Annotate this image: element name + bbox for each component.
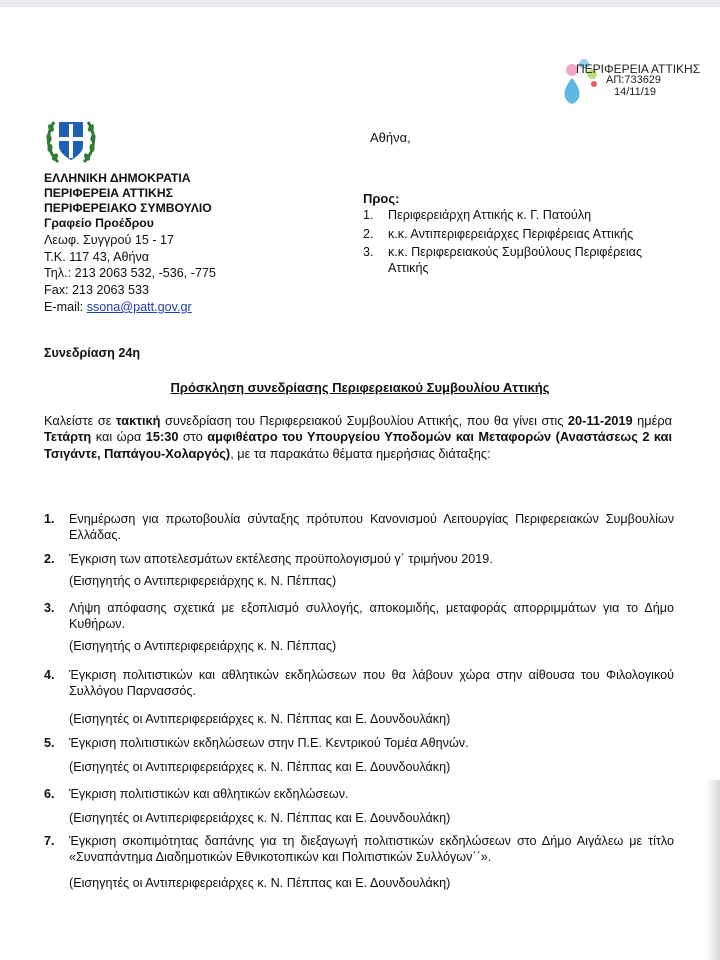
- agenda-text: Ενημέρωση για πρωτοβουλία σύνταξης πρότυπου Κανονισμού Λειτουργίας Περιφερειακών Συμβουλίων Ελλάδας.: [69, 512, 674, 542]
- header-line-3: ΠΕΡΙΦΕΡΕΙΑΚΟ ΣΥΜΒΟΥΛΙΟ: [44, 201, 212, 215]
- recipient-number: 3.: [363, 245, 374, 259]
- document-title-text: Πρόσκληση συνεδρίασης Περιφερειακού Συμβουλίου Αττικής: [170, 380, 550, 395]
- recipient-number: 1.: [363, 208, 374, 222]
- agenda-number: 6.: [44, 787, 55, 801]
- list-item: [363, 208, 663, 224]
- agenda-number: 5.: [44, 736, 55, 750]
- agenda-item: [44, 512, 674, 544]
- recipients-list: [363, 208, 663, 279]
- greek-emblem-icon: [44, 112, 98, 168]
- agenda-item: [44, 834, 674, 891]
- place-date: Αθήνα,: [370, 130, 411, 145]
- agenda-item: [44, 601, 674, 654]
- agenda-rapporteur: (Εισηγητής ο Αντιπεριφερειάρχης κ. Ν. Πέππας): [69, 573, 337, 588]
- email-line: [44, 300, 192, 314]
- address-line-3: Τηλ.: 213 2063 532, -536, -775: [44, 266, 217, 280]
- list-item: [363, 245, 663, 276]
- top-bar: [0, 0, 720, 7]
- page-edge-shadow: [706, 780, 720, 960]
- recipient-text: κ.κ. Αντιπεριφερειάρχες Περιφέρειας Αττικής: [388, 226, 634, 241]
- recipients-label: Προς:: [363, 191, 400, 206]
- header-line-4: Γραφείο Προέδρου: [44, 216, 154, 230]
- agenda-item: [44, 787, 674, 827]
- session-number: Συνεδρίαση 24η: [44, 346, 141, 360]
- agenda-number: 2.: [44, 552, 55, 566]
- intro-bold: τακτική: [115, 413, 161, 428]
- recipient-text: κ.κ. Περιφερειακούς Συμβούλους Περιφέρειας Αττικής: [388, 245, 643, 275]
- intro-text: στο: [178, 429, 208, 445]
- address-line-1: Λεωφ. Συγγρού 15 - 17: [44, 233, 175, 247]
- header-line-1: ΕΛΛΗΝΙΚΗ ΔΗΜΟΚΡΑΤΙΑ: [44, 171, 191, 185]
- document-title: [0, 380, 720, 395]
- intro-text: ημέρα: [632, 413, 672, 428]
- email-label: E-mail:: [44, 300, 87, 314]
- agenda-rapporteur: (Εισηγητές οι Αντιπεριφερειάρχες κ. Ν. Πέππας και Ε. Δουνδουλάκη): [69, 875, 451, 890]
- agenda-item: [44, 736, 674, 776]
- address-line-2: Τ.Κ. 117 43, Αθήνα: [44, 250, 150, 264]
- stamp-org: ΠΕΡΙΦΕΡΕΙΑ ΑΤΤΙΚΗΣ: [576, 62, 701, 76]
- agenda-item: [44, 668, 674, 727]
- intro-bold: 20-11-2019: [567, 413, 633, 428]
- agenda-number: 4.: [44, 668, 55, 682]
- recipient-text: Περιφερειάρχη Αττικής κ. Γ. Πατούλη: [388, 208, 592, 222]
- list-item: [363, 227, 663, 243]
- agenda-text: Λήψη απόφασης σχετικά με εξοπλισμό συλλογής, αποκομιδής, μεταφοράς απορριμμάτων για το Δήμο Κυθήρων.: [69, 601, 674, 631]
- intro-bold: 15:30: [145, 429, 179, 445]
- recipient-number: 2.: [363, 226, 374, 241]
- agenda-text: Έγκριση σκοπιμότητας δαπάνης για τη διεξαγωγή πολιτιστικών εκδηλώσεων στο Δήμο Αιγάλεω με τίτλο «Συναπάντημα Διαδημοτικών Εθνικοτοπικών και Πολιτιστικών Συλλόγων΄΄».: [69, 834, 674, 864]
- email-link[interactable]: ssona@patt.gov.gr: [86, 300, 192, 314]
- agenda-rapporteur: (Εισηγητές οι Αντιπεριφερειάρχες κ. Ν. Πέππας και Ε. Δουνδουλάκη): [69, 711, 451, 726]
- stamp-date: 14/11/19: [614, 86, 657, 98]
- agenda-number: 3.: [44, 601, 55, 615]
- agenda-item: [44, 552, 674, 590]
- protocol-stamp: [556, 56, 716, 106]
- intro-paragraph: [44, 413, 672, 462]
- agenda-rapporteur: (Εισηγητές οι Αντιπεριφερειάρχες κ. Ν. Πέππας και Ε. Δουνδουλάκη): [69, 759, 451, 774]
- intro-text: Καλείστε σε: [44, 413, 116, 428]
- agenda-rapporteur: (Εισηγητής ο Αντιπεριφερειάρχης κ. Ν. Πέππας): [69, 638, 337, 653]
- agenda-rapporteur: (Εισηγητές οι Αντιπεριφερειάρχες κ. Ν. Πέππας και Ε. Δουνδουλάκη): [69, 810, 451, 825]
- intro-text: , με τα παρακάτω θέματα ημερήσιας διάταξης:: [230, 445, 491, 461]
- intro-bold: αμφιθέατρο του Υπουργείου Υποδομών και Μεταφορών (Αναστάσεως 2 και Τσιγάντε, Παπάγου-Χολαργός): [44, 429, 673, 461]
- stamp-protocol: ΑΠ:733629: [606, 74, 662, 86]
- intro-bold: Τετάρτη: [44, 429, 92, 445]
- agenda-number: 1.: [44, 512, 55, 526]
- intro-text: συνεδρίαση του Περιφερειακού Συμβουλίου Αττικής, που θα γίνει στις: [160, 413, 568, 428]
- header-line-2: ΠΕΡΙΦΕΡΕΙΑ ΑΤΤΙΚΗΣ: [44, 186, 173, 200]
- agenda-text: Έγκριση πολιτιστικών και αθλητικών εκδηλώσεων που θα λάβουν χώρα στην αίθουσα του Φιλολογικού Συλλόγου Παρνασσός.: [69, 668, 674, 698]
- agenda-number: 7.: [44, 834, 55, 848]
- agenda-text: Έγκριση πολιτιστικών και αθλητικών εκδηλώσεων.: [69, 787, 349, 801]
- address-line-4: Fax: 213 2063 533: [44, 283, 150, 297]
- intro-text: και ώρα: [91, 429, 146, 445]
- agenda-text: Έγκριση των αποτελεσμάτων εκτέλεσης προϋπολογισμού γ΄ τριμήνου 2019.: [69, 552, 493, 566]
- agenda-text: Έγκριση πολιτιστικών εκδηλώσεων στην Π.Ε. Κεντρικού Τομέα Αθηνών.: [69, 736, 469, 750]
